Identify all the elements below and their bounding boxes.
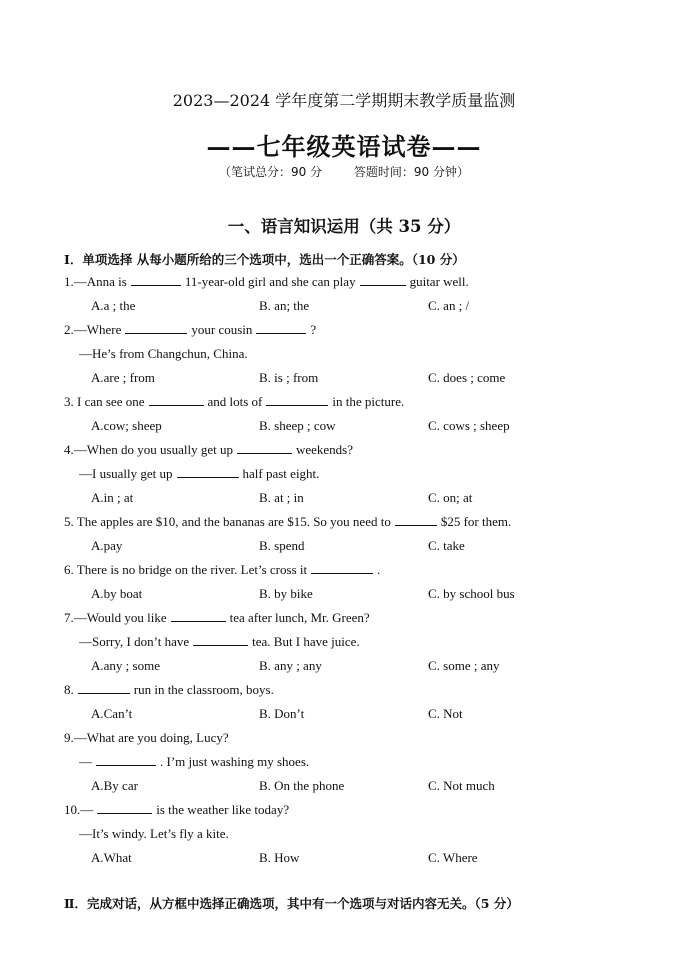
option-c[interactable]: C. on; at [428,490,473,505]
question-line: 2.—Where your cousin ? [64,322,317,337]
option-a[interactable]: A.a ; the [91,298,136,313]
answer-blank[interactable] [96,754,156,766]
question-line: —It’s windy. Let’s fly a kite. [79,826,229,841]
part-title: 一、语言知识运用（共 35 分） [227,217,461,236]
answer-blank[interactable] [97,802,152,814]
question-line: —Sorry, I don’t have tea. But I have juice. [79,634,360,649]
options-row [0,778,688,796]
answer-blank[interactable] [131,274,181,286]
option-c[interactable]: C. some ; any [428,658,500,673]
question-line: 4.—When do you usually get up weekends? [64,442,354,457]
option-c[interactable]: C. Where [428,850,478,865]
answer-blank[interactable] [193,634,248,646]
answer-blank[interactable] [149,394,204,406]
option-c[interactable]: C. by school bus [428,586,515,601]
question-line: 6. There is no bridge on the river. Let’s cross it . [64,562,381,577]
options-row [0,658,688,676]
answer-blank[interactable] [360,274,406,286]
answer-blank[interactable] [395,514,437,526]
option-a[interactable]: A.are ; from [91,370,155,385]
answer-blank[interactable] [125,322,187,334]
question-line: 5. The apples are $10, and the bananas are $15. So you need to $25 for them. [64,514,512,529]
answer-blank[interactable] [256,322,306,334]
answer-blank[interactable] [311,562,373,574]
options-row [0,586,688,604]
option-c[interactable]: C. does ; come [428,370,506,385]
option-a[interactable]: A.By car [91,778,138,793]
school-year-title: 2023—2024 学年度第二学期期末教学质量监测 [172,91,516,110]
question-line: — . I’m just washing my shoes. [79,754,310,769]
section-instruction: Ⅱ．完成对话，从方框中选择正确选项，其中有一个选项与对话内容无关。（5 分） [64,896,519,911]
question-line: 10.— is the weather like today? [64,802,290,817]
option-b[interactable]: B. On the phone [259,778,345,793]
option-b[interactable]: B. any ; any [259,658,322,673]
question-line: 1.—Anna is 11-year-old girl and she can play guitar well. [64,274,469,289]
options-row [0,298,688,316]
exam-meta [0,163,688,180]
question-line: 9.—What are you doing, Lucy? [64,730,229,745]
options-row [0,490,688,508]
option-b[interactable]: B. an; the [259,298,310,313]
answer-blank[interactable] [78,682,130,694]
option-b[interactable]: B. spend [259,538,305,553]
option-c[interactable]: C. Not much [428,778,495,793]
option-a[interactable]: A.cow; sheep [91,418,162,433]
option-a[interactable]: A.What [91,850,132,865]
question-line: 8. run in the classroom, boys. [64,682,274,697]
option-a[interactable]: A.pay [91,538,123,553]
option-b[interactable]: B. sheep ; cow [259,418,336,433]
option-a[interactable]: A.Can’t [91,706,133,721]
options-row [0,538,688,556]
option-a[interactable]: A.in ; at [91,490,134,505]
option-a[interactable]: A.by boat [91,586,143,601]
total-score: （笔试总分：90 分 [218,165,323,179]
option-b[interactable]: B. is ; from [259,370,319,385]
question-line: —I usually get up half past eight. [79,466,320,481]
question-line: 7.—Would you like tea after lunch, Mr. Green? [64,610,370,625]
question-line: —He’s from Changchun, China. [79,346,248,361]
option-b[interactable]: B. at ; in [259,490,304,505]
options-row [0,418,688,436]
option-c[interactable]: C. an ; / [428,298,470,313]
exam-title: ——七年级英语试卷—— [206,132,482,161]
option-a[interactable]: A.any ; some [91,658,160,673]
option-b[interactable]: B. by bike [259,586,313,601]
answer-blank[interactable] [237,442,292,454]
answer-blank[interactable] [266,394,328,406]
option-c[interactable]: C. take [428,538,465,553]
question-line: 3. I can see one and lots of in the picture. [64,394,405,409]
options-row [0,706,688,724]
option-c[interactable]: C. cows ; sheep [428,418,510,433]
option-c[interactable]: C. Not [428,706,463,721]
option-b[interactable]: B. How [259,850,300,865]
time-limit: 答题时间：90 分钟） [353,165,469,179]
section-instruction: Ⅰ．单项选择 从每小题所给的三个选项中，选出一个正确答案。（10 分） [64,252,465,267]
options-row [0,850,688,868]
answer-blank[interactable] [177,466,239,478]
answer-blank[interactable] [171,610,226,622]
option-b[interactable]: B. Don’t [259,706,305,721]
options-row [0,370,688,388]
